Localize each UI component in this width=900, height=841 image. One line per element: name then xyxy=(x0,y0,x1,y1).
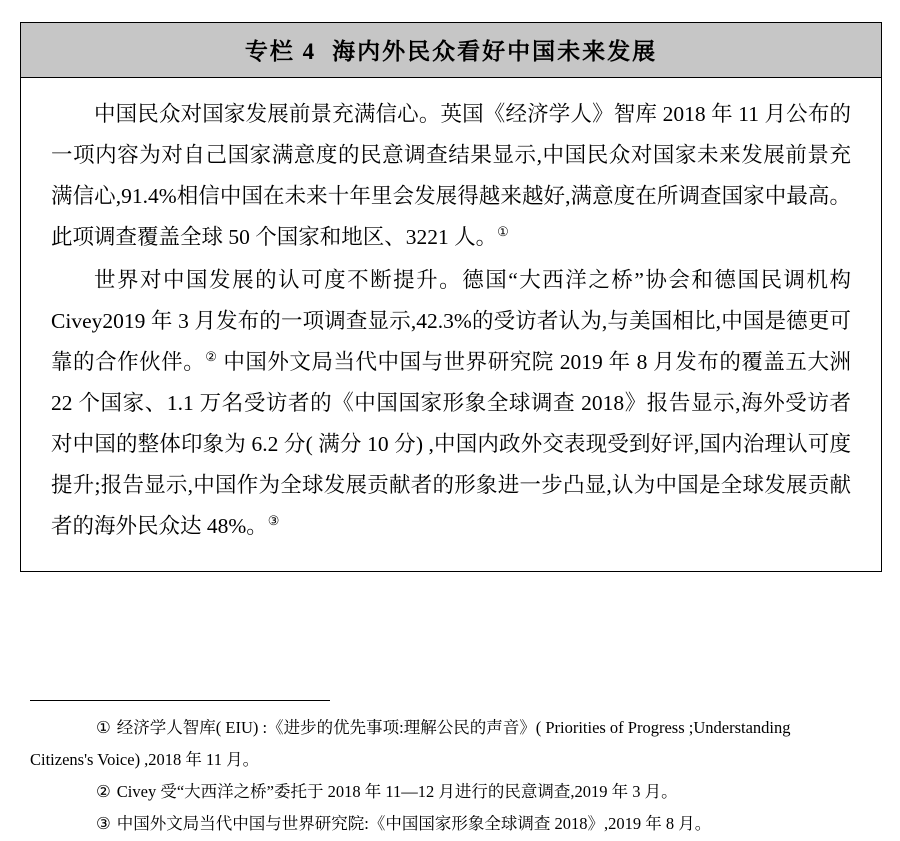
footnote-ref-3: ③ xyxy=(267,512,280,528)
paragraph-1-text: 中国民众对国家发展前景充满信心。英国《经济学人》智库 2018 年 11 月公布的一项内容为对自己国家满意度的民意调查结果显示,中国民众对国家未来发展前景充满信心,91.4%相信中国在未来十年里会发展得越来越好,满意度在所调查国家中最高。此项调查覆盖全球 50 个国家和地区、3221 人。 xyxy=(51,102,851,249)
footnote-1-text: 经济学人智库( EIU) :《进步的优先事项:理解公民的声音》( Priorities of Progress ;Understanding xyxy=(116,718,791,737)
box-title-number: 专栏 4 xyxy=(244,39,317,64)
paragraph-2-rest: 中国外文局当代中国与世界研究院 2019 年 8 月发布的覆盖五大洲 22 个国家、1.1 万名受访者的《中国国家形象全球调查 2018》报告显示,海外受访者对中国的整体印象为 6.2 分( 满分 10 分) ,中国内政外交表现受到好评,国内治理认可度提升;报告显示,中国作为全球发展贡献者的形象进一步凸显,认为中国是全球发展贡献者的海外民众达 48%。 xyxy=(51,350,851,538)
box-body xyxy=(21,78,881,571)
footnote-3 xyxy=(20,809,882,839)
footnote-1-marker: ① xyxy=(96,718,111,737)
footnote-divider xyxy=(30,700,330,701)
footnote-2-marker: ② xyxy=(96,782,111,801)
paragraph-1 xyxy=(51,94,851,258)
highlight-box xyxy=(20,22,882,572)
footnote-3-marker: ③ xyxy=(96,814,111,833)
footnote-2 xyxy=(20,777,882,807)
footnote-area xyxy=(20,700,882,841)
paragraph-2-text: 世界对中国发展的认可度不断提升。德国“大西洋之桥”协会和德国民调机构 Civey2019 年 3 月发布的一项调查显示,42.3%的受访者认为,与美国相比,中国是德更可靠的合作伙伴。 xyxy=(51,268,851,374)
footnote-2-text: Civey 受“大西洋之桥”委托于 2018 年 11—12 月进行的民意调查,2019 年 3 月。 xyxy=(116,782,678,801)
paragraph-2 xyxy=(51,260,851,547)
footnote-1 xyxy=(20,713,882,743)
box-title-text: 海内外民众看好中国未来发展 xyxy=(332,39,658,64)
footnote-ref-2: ② xyxy=(205,348,218,364)
box-title xyxy=(21,23,881,78)
footnote-ref-1: ① xyxy=(497,223,509,239)
footnote-1-continuation: Citizens's Voice) ,2018 年 11 月。 xyxy=(30,750,260,769)
footnote-3-text: 中国外文局当代中国与世界研究院:《中国国家形象全球调查 2018》,2019 年 8 月。 xyxy=(116,814,712,833)
